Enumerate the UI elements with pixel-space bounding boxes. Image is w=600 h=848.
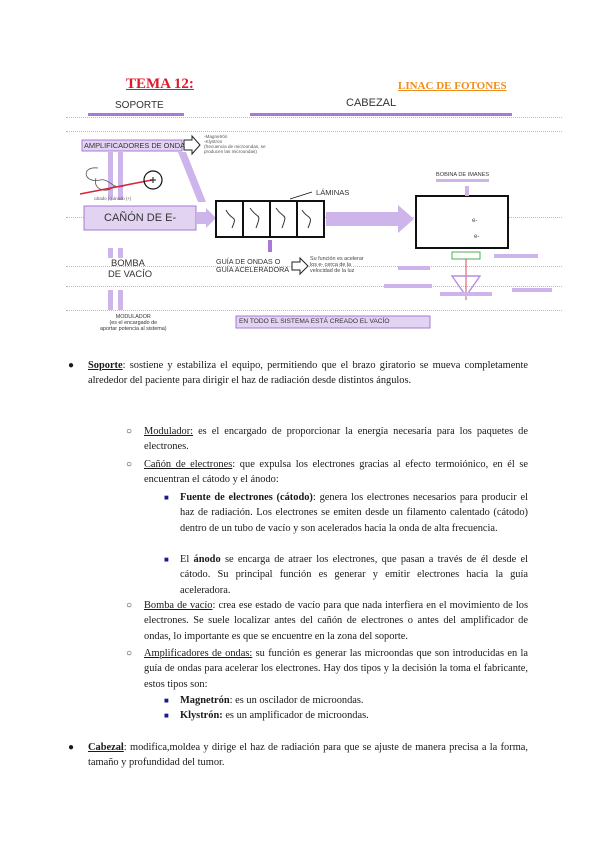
list-item-canon: ○ Cañón de electrones: que expulsa los electrones gracias al efecto termoiónico, en él se encuentran el cátodo y el ánodo: <box>126 459 529 486</box>
amplificadores-arrow-icon <box>184 136 200 154</box>
bullet-icon: ● <box>68 742 75 753</box>
soporte-heading: SOPORTE <box>115 100 164 111</box>
cabezal-heading: CABEZAL <box>346 97 397 109</box>
list-item-klystron: ■ Klystrón: es un amplificador de microondas. <box>180 708 528 723</box>
svg-text:e-: e- <box>474 234 480 240</box>
guia-note: Su función es acelerar los e- cerca de la velocidad de la luz <box>310 256 364 275</box>
term-klystron: Klystrón: <box>180 710 223 721</box>
filter-green <box>452 252 480 259</box>
connector-bar <box>118 152 123 200</box>
bomba-label: BOMBA DE VACÍO <box>108 257 153 279</box>
svg-text:e-: e- <box>472 218 478 224</box>
modulador-label: MODULADOR (es el encargado de aportar potencia al sistema) <box>100 314 167 332</box>
term-modulador: Modulador: <box>144 426 194 437</box>
page-subtitle: LINAC DE FOTONES <box>398 80 507 92</box>
page-title: TEMA 12: <box>126 76 194 92</box>
amp-note: -Magnetrón -Klystron (frecuencia de microondas, se producen las microondas) <box>204 134 266 154</box>
term-soporte: Soporte <box>88 360 123 371</box>
guia-label: GUÍA DE ONDAS O GUÍA ACELERADORA <box>216 257 290 274</box>
term-cabezal: Cabezal <box>88 742 124 753</box>
bobina-label: BOBINA DE IMANES <box>436 172 489 182</box>
square-bullet-icon: ■ <box>164 696 169 705</box>
beam-arrow <box>326 205 414 233</box>
list-item-fuente: ■ Fuente de electrones (cátodo): genera los electrones necesarios para producir el haz de radiación. Los electrones se emiten desde un filamento calentado (cátodo) dentro de un tubo de vacío y son acelerados hacia la onda de alta frecuencia. <box>164 492 528 534</box>
guia-arrow-icon <box>292 258 308 274</box>
target-cross <box>150 177 156 183</box>
canon-note: cátodo (-) ánodo (+) <box>94 196 132 201</box>
list-item-amplificadores: ○ Amplificadores de ondas: su función es generar las microondas que son introducidas en la guía de ondas para acelerar los electrones. Hay dos tipos y la decisión la toma el fabricante, estos tipos son: <box>126 648 528 690</box>
circle-bullet-icon: ○ <box>126 600 133 611</box>
connector-arrow <box>178 152 206 202</box>
term-fuente: Fuente de electrones (cátodo) <box>180 492 313 503</box>
term-bomba: Bomba de vacío <box>144 600 213 611</box>
term-magnetron: Magnetrón <box>180 695 230 706</box>
laminas-pointer <box>290 192 312 199</box>
term-anodo: ánodo <box>193 554 221 565</box>
circle-bullet-icon: ○ <box>126 426 133 437</box>
square-bullet-icon: ■ <box>164 711 169 720</box>
beam-line <box>80 180 152 194</box>
vacio-label: EN TODO EL SISTEMA ESTÁ CREADO EL VACÍO <box>239 318 390 325</box>
square-bullet-icon: ■ <box>164 555 169 564</box>
canon-label: CAÑÓN DE E- <box>104 212 177 224</box>
list-item-soporte: ● Soporte: sostiene y estabiliza el equipo, permitiendo que el brazo giratorio se mueva completamente alrededor del paciente para dirigir el haz de radiación desde distintos ángulos. <box>68 360 528 387</box>
circle-bullet-icon: ○ <box>126 648 133 659</box>
canon-arrow <box>196 208 216 228</box>
circle-bullet-icon: ○ <box>126 459 133 470</box>
term-amplificadores: Amplificadores de ondas: <box>144 648 253 659</box>
amplificadores-label: AMPLIFICADORES DE ONDA <box>84 141 186 150</box>
list-item-anodo: ■ El ánodo se encarga de atraer los electrones, que pasan a través de él desde el cátodo. Su principal función es generar y emitir electrones hacia la guía aceleradora. <box>164 554 529 596</box>
bullet-icon: ● <box>68 360 75 371</box>
laminas-label: LÁMINAS <box>316 188 350 197</box>
connector-bar <box>108 152 113 200</box>
list-item-bomba: ○ Bomba de vacío: crea ese estado de vacío para que nada interfiera en el movimiento de los electrones. Se suele localizar antes del cañón de electrones o antes del amplificador de ondas, lo importante es que se encuentre en la zona del soporte. <box>126 600 528 642</box>
cabezal-box <box>416 196 508 248</box>
square-bullet-icon: ■ <box>164 493 169 502</box>
list-item-magnetron: ■ Magnetrón: es un oscilador de microondas. <box>180 693 528 708</box>
term-canon: Cañón de electrones <box>144 459 233 470</box>
list-item-modulador: ○ Modulador: es el encargado de proporcionar la energía necesaria para los paquetes de electrones. <box>126 426 528 453</box>
list-item-cabezal: ● Cabezal: modifica,moldea y dirige el haz de radiación para que se ajuste de manera precisa a la forma, tamaño y profundidad del tumor. <box>68 742 528 769</box>
collimator <box>440 292 492 296</box>
